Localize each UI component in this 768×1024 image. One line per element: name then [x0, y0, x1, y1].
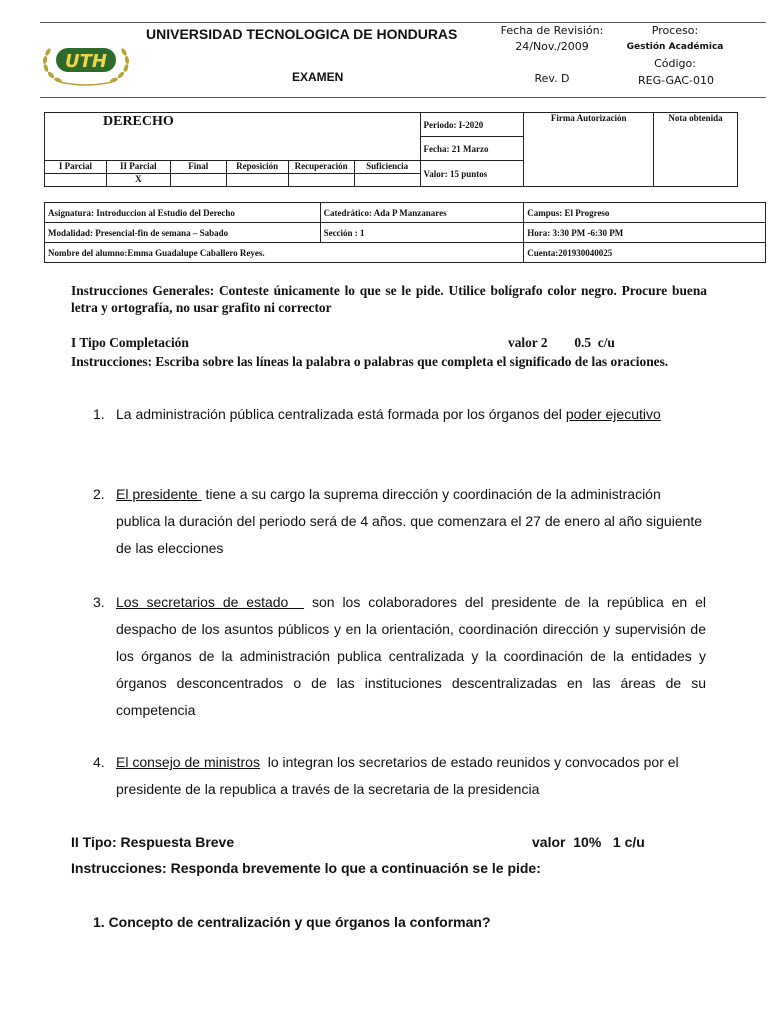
item4-text: lo integran los secretarios de estado reunidos y convocados por el presidente de la republica a través de la secretaria de la presidencia: [116, 754, 683, 797]
subject-name: DERECHO: [45, 113, 421, 161]
proceso-label: Proceso:: [651, 24, 699, 37]
col-recuperacion: Recuperación: [288, 161, 354, 174]
section2-instructions: Instrucciones: Responda brevemente lo que a continuación se le pide:: [71, 860, 541, 876]
mark-reposicion: [226, 174, 288, 187]
col-i-parcial: I Parcial: [45, 161, 107, 174]
item2-text: tiene a su cargo la suprema dirección y coordinación de la administración publica la duración del periodo será de 4 años. que comenzara el 27 de enero al año siguiente de las elecciones: [116, 486, 703, 556]
section1-title: I Tipo Completación: [71, 335, 189, 350]
list-item: [116, 401, 716, 428]
fecha: Fecha: 21 Marzo: [420, 137, 524, 161]
revision-date: 24/Nov./2009: [515, 40, 589, 53]
item1-text: La administración pública centralizada está formada por los órganos del: [116, 406, 566, 422]
nota-obtenida: Nota obtenida: [654, 113, 738, 187]
col-reposicion: Reposición: [226, 161, 288, 174]
item3-answer: Los secretarios de estado: [116, 594, 305, 610]
section2-title: II Tipo: Respuesta Breve: [71, 834, 235, 850]
col-ii-parcial: II Parcial: [106, 161, 170, 174]
campus: Campus: El Progreso: [524, 203, 766, 223]
university-name: UNIVERSIDAD TECNOLOGICA DE HONDURAS: [146, 26, 458, 42]
item3-text: son los colaboradores del presidente de la república en el despacho de los asuntos públicos y en la orientación, coordinación dirección y supervisión de los órganos de la administración publica centralizada y la coordinación de la entidades y órganos desconcentrados o de las instituciones descentralizadas en las áreas de su competencia: [116, 594, 706, 718]
item1-answer: poder ejecutivo: [565, 406, 661, 422]
col-suficiencia: Suficiencia: [354, 161, 420, 174]
periodo: Periodo: I-2020: [420, 113, 524, 137]
section1-instructions: Instrucciones: Escriba sobre las líneas la palabra o palabras que completa el significado de las oraciones.: [71, 354, 669, 369]
item2-number: 2.: [93, 486, 105, 502]
codigo-label: Código:: [654, 57, 696, 70]
asignatura: Asignatura: Introduccion al Estudio del Derecho: [45, 203, 321, 223]
item4-answer: El consejo de ministros: [116, 754, 260, 770]
modalidad: Modalidad: Presencial-fin de semana – Sabado: [45, 223, 321, 243]
proceso-value: Gestión Académica: [626, 42, 724, 52]
section1-value: valor 2 0.5 c/u: [508, 335, 615, 350]
item1-number: 1.: [93, 406, 105, 422]
exam-title: EXAMEN: [292, 70, 344, 84]
list-item: [116, 749, 706, 803]
section2-value: valor 10% 1 c/u: [532, 834, 645, 850]
list-item: [116, 589, 706, 724]
nombre-alumno: Nombre del alumno:Emma Guadalupe Caballero Reyes.: [45, 243, 524, 263]
catedratico: Catedrático: Ada P Manzanares: [320, 203, 524, 223]
general-instructions: Instrucciones Generales: Conteste únicamente lo que se le pide. Utilice bolígrafo color negro. Procure buena letra y ortografía, no usar grafito ni corrector: [71, 283, 707, 315]
uth-logo: [40, 34, 132, 88]
exam-info-table: [44, 112, 738, 187]
valor: Valor: 15 puntos: [420, 161, 524, 187]
hora: Hora: 3:30 PM -6:30 PM: [524, 223, 766, 243]
mark-ii-parcial: X: [106, 174, 170, 187]
revision-number: Rev. D: [534, 72, 570, 85]
section2-question: 1. Concepto de centralización y que órganos la conforman?: [93, 914, 491, 930]
seccion: Sección : 1: [320, 223, 524, 243]
student-info-table: [44, 202, 766, 263]
col-final: Final: [170, 161, 226, 174]
mark-i-parcial: [45, 174, 107, 187]
cuenta: Cuenta:201930040025: [524, 243, 766, 263]
mark-final: [170, 174, 226, 187]
item2-answer: El presidente: [116, 486, 202, 502]
item3-number: 3.: [93, 594, 105, 610]
codigo-value: REG-GAC-010: [638, 74, 714, 87]
revision-date-label: Fecha de Revisión:: [500, 24, 604, 37]
firma-autorizacion: Firma Autorización: [524, 113, 654, 187]
item4-number: 4.: [93, 754, 105, 770]
mark-recuperacion: [288, 174, 354, 187]
mark-suficiencia: [354, 174, 420, 187]
logo-text: UTH: [65, 51, 107, 72]
list-item: [116, 481, 706, 562]
